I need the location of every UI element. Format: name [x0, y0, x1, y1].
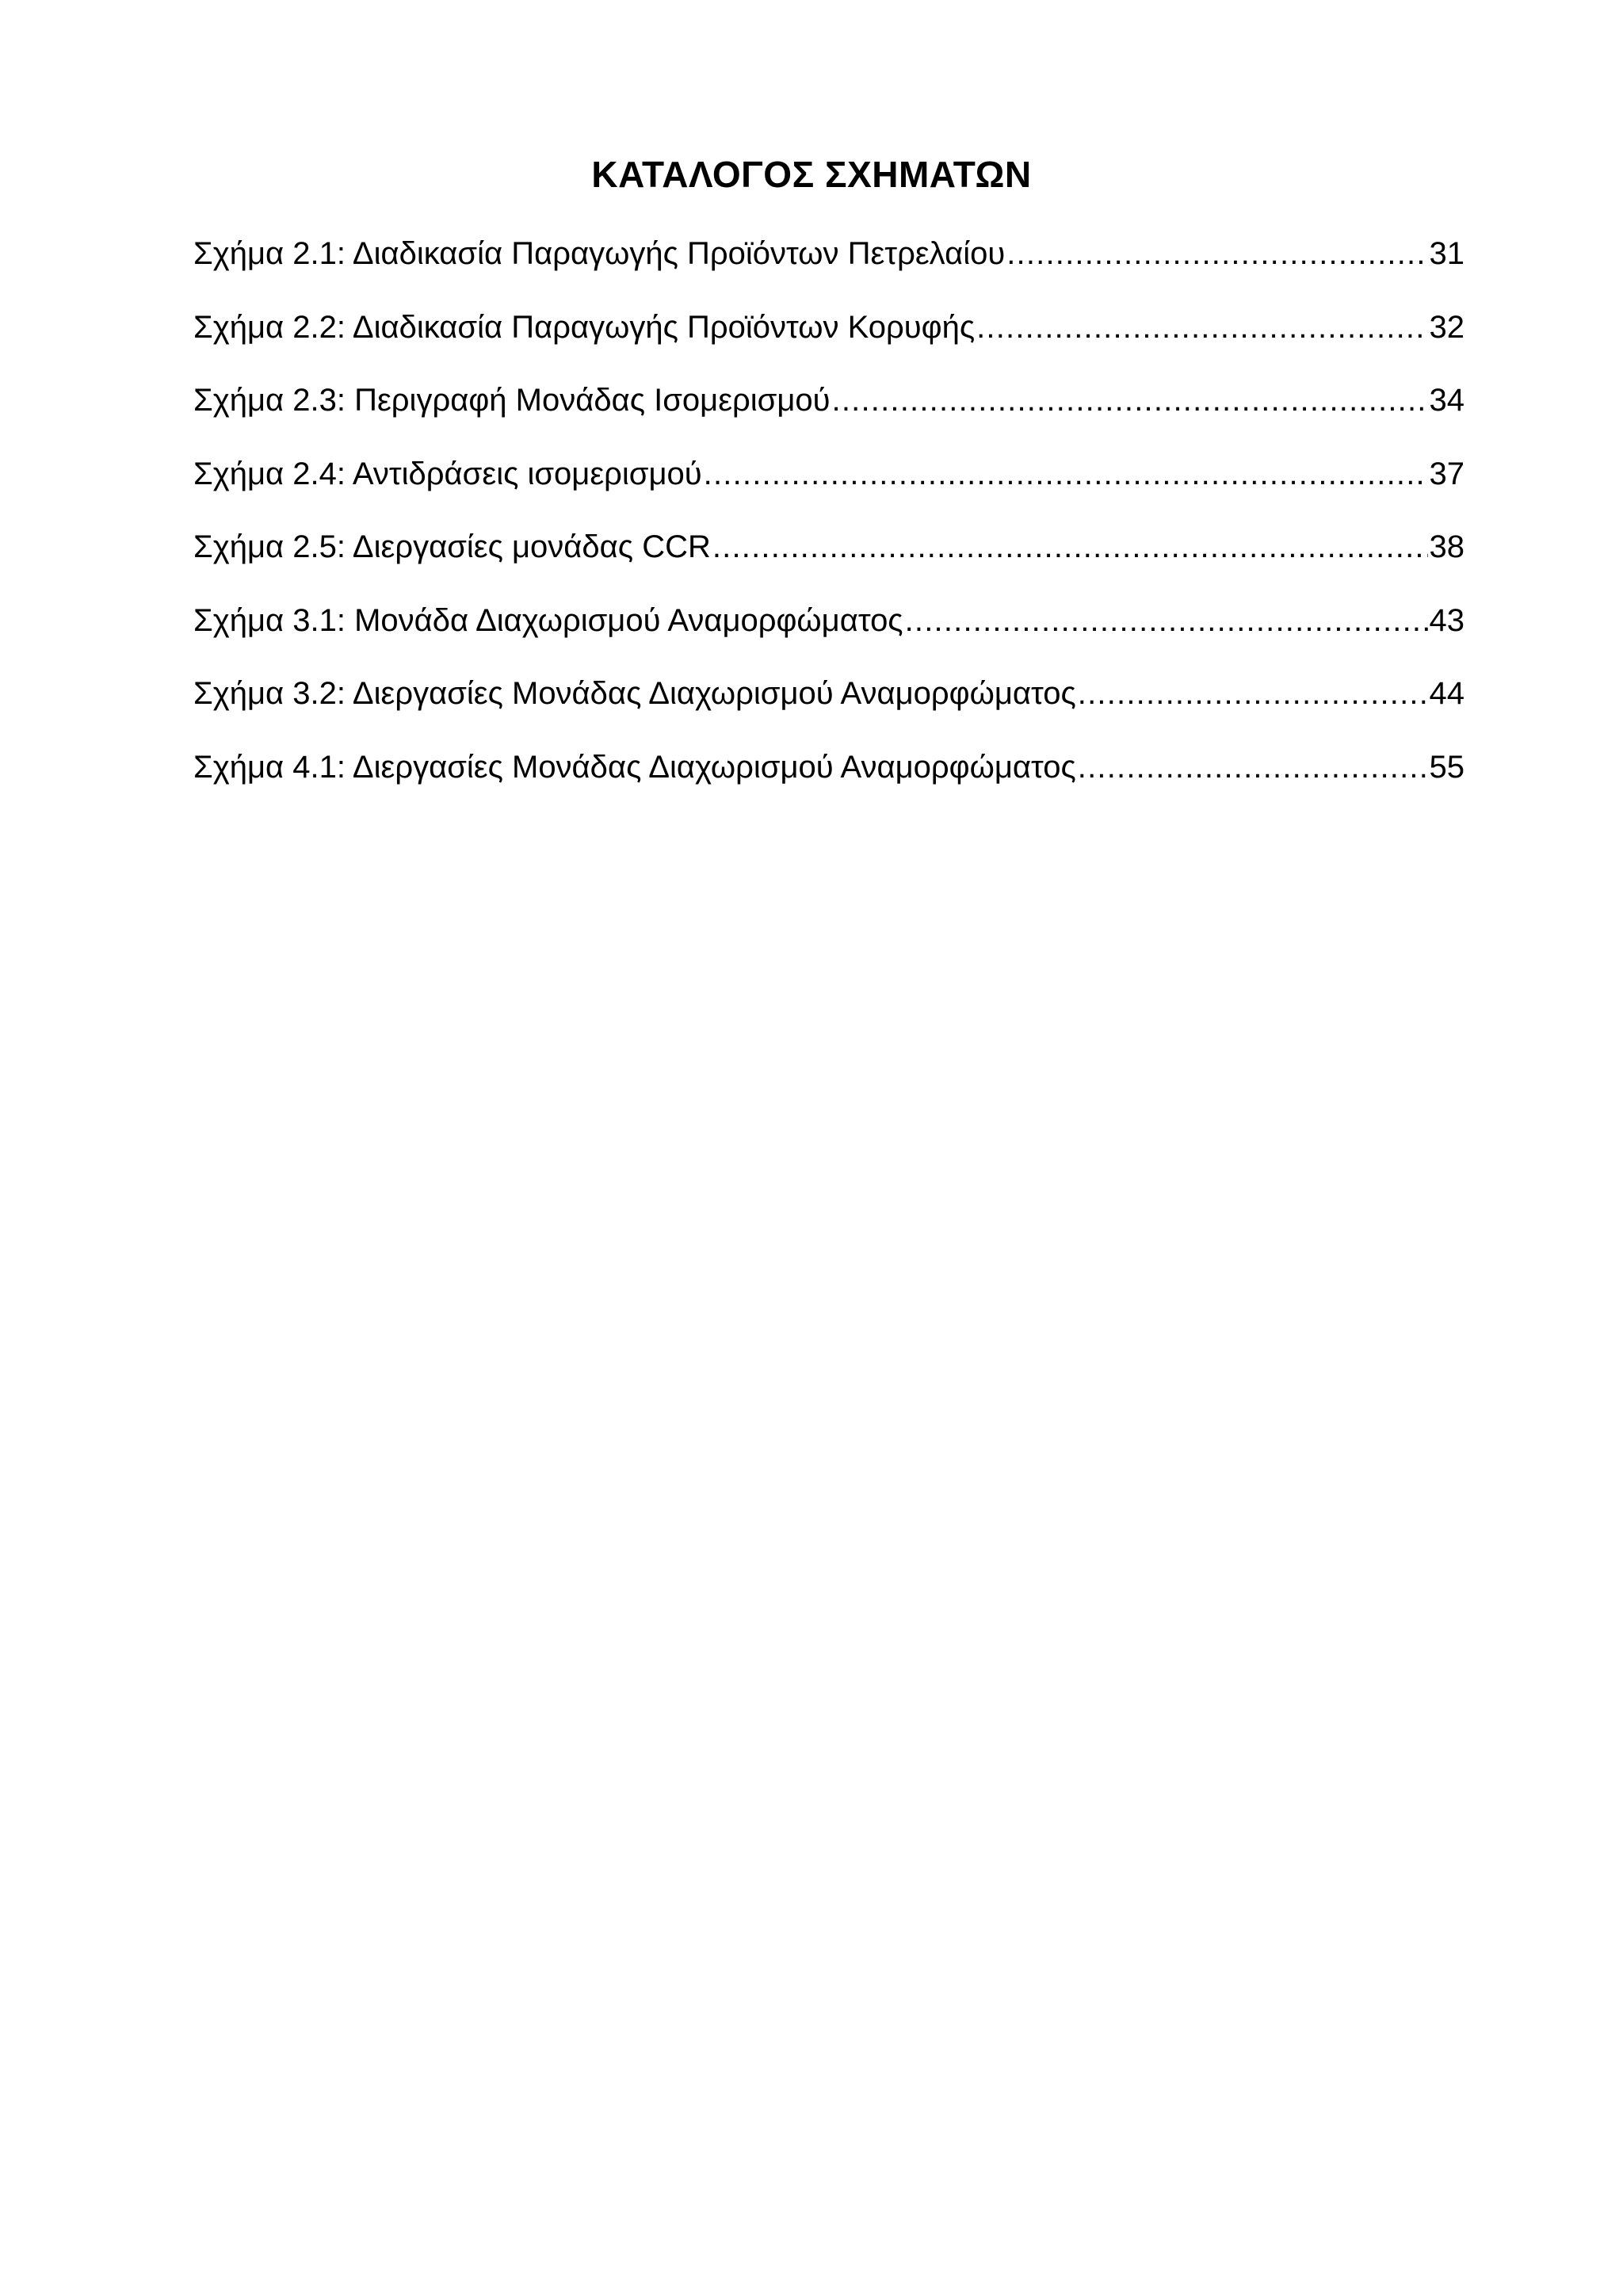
toc-dot-leader [1078, 670, 1428, 717]
toc-entry[interactable] [193, 597, 1465, 670]
toc-entry-page: 37 [1429, 456, 1465, 491]
toc-dot-leader [832, 376, 1428, 424]
toc-entry[interactable] [193, 743, 1465, 817]
toc-entry[interactable] [193, 230, 1465, 304]
toc-entry-label: Σχήμα 3.2: Διεργασίες Μονάδας Διαχωρισμού Αναμορφώματος [193, 676, 1076, 711]
toc-entry-label: Σχήμα 4.1: Διεργασίες Μονάδας Διαχωρισμού Αναμορφώματος [193, 749, 1076, 785]
toc-entry-page: 31 [1429, 236, 1465, 271]
page-title: ΚΑΤΑΛΟΓΟΣ ΣΧΗΜΑΤΩΝ [591, 154, 1032, 195]
toc-entry-page: 34 [1429, 383, 1465, 418]
toc-entry-page: 43 [1429, 602, 1465, 638]
toc-dot-leader [1006, 230, 1427, 277]
toc-dot-leader [712, 523, 1428, 571]
toc-dot-leader [1078, 743, 1428, 791]
toc-dot-leader [905, 597, 1428, 644]
toc-dot-leader [976, 304, 1427, 351]
list-of-figures [193, 230, 1465, 816]
toc-entry[interactable] [193, 304, 1465, 377]
toc-entry-label: Σχήμα 2.2: Διαδικασία Παραγωγής Προϊόντων Κορυφής [193, 309, 976, 345]
toc-dot-leader [704, 450, 1428, 498]
toc-entry-page: 44 [1429, 676, 1465, 711]
toc-entry[interactable] [193, 376, 1465, 450]
toc-entry-label: Σχήμα 2.1: Διαδικασία Παραγωγής Προϊόντων Πετρελαίου [193, 236, 1006, 271]
toc-entry[interactable] [193, 670, 1465, 743]
toc-entry-label: Σχήμα 2.3: Περιγραφή Μονάδας Ισομερισμού [193, 383, 831, 418]
toc-entry-label: Σχήμα 2.4: Αντιδράσεις ισομερισμού [193, 456, 702, 491]
toc-entry-page: 32 [1429, 309, 1465, 345]
toc-entry-label: Σχήμα 3.1: Μονάδα Διαχωρισμού Αναμορφώματος [193, 602, 903, 638]
toc-entry[interactable] [193, 450, 1465, 524]
toc-entry-page: 38 [1429, 529, 1465, 564]
toc-entry[interactable] [193, 523, 1465, 597]
toc-entry-label: Σχήμα 2.5: Διεργασίες μονάδας CCR [193, 529, 711, 564]
toc-entry-page: 55 [1429, 749, 1465, 785]
